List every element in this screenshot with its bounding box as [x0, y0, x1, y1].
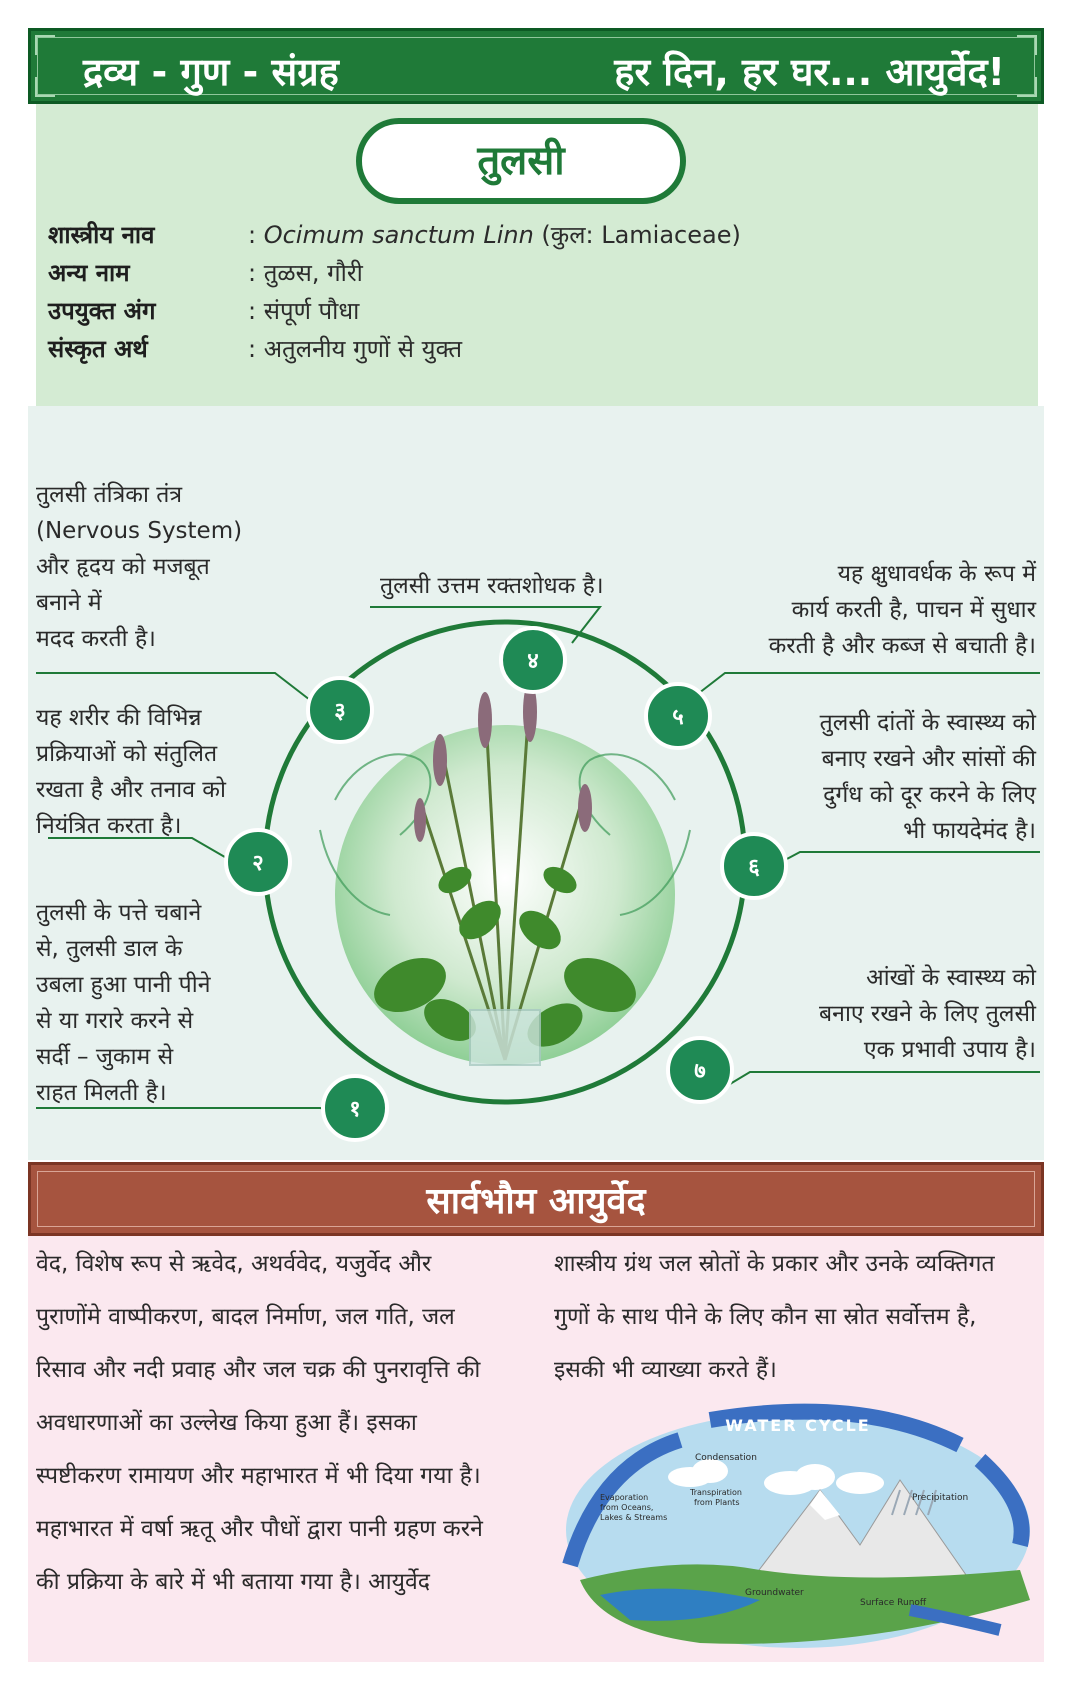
evaporation-label: Lakes & Streams	[600, 1513, 668, 1522]
benefit-text-2: यह शरीर की विभिन्न प्रक्रियाओं को संतुलित रखता है और तनाव को नियंत्रित करता है।	[36, 705, 226, 839]
benefit-number-7: ७	[694, 1059, 706, 1084]
paragraph-left: वेद, विशेष रूप से ऋवेद, अथर्ववेद, यजुर्वेद और पुराणोंमे वाष्पीकरण, बादल निर्माण, जल गति, जल रिसाव और नदी प्रवाह और जल चक्र की पुनरावृत्ति की अवधारणाओं का उल्लेख किया हुआ हैं। इसका स्पष्टीकरण रामायण और महाभारत में भी दिया गया है। महाभारत में वर्षा ऋतू और पौधों द्वारा पानी ग्रहण करने की प्रक्रिया के बारे में भी बताया गया है। आयुर्वेद	[36, 1251, 483, 1595]
benefit-number-1: १	[349, 1097, 361, 1122]
header-left-title: द्रव्य - गुण - संग्रह	[83, 50, 339, 94]
benefit-text-7: आंखों के स्वास्थ्य को बनाए रखने के लिए तुलसी एक प्रभावी उपाय है।	[819, 965, 1036, 1063]
universal-ayurveda-banner	[28, 1162, 1044, 1236]
info-label: अन्य नाम	[48, 259, 130, 287]
benefit-number-4: ४	[527, 649, 539, 674]
plant-name: तुलसी	[477, 138, 565, 184]
benefit-number-3: ३	[334, 699, 346, 724]
groundwater-label: Groundwater	[745, 1588, 804, 1598]
precipitation-label: Precipitation	[912, 1493, 969, 1503]
evaporation-label: from Oceans,	[600, 1503, 654, 1512]
connector-line-5	[690, 673, 1040, 700]
benefit-text-3: तुलसी तंत्रिका तंत्र (Nervous System) और हृदय को मजबूत बनाने में मदद करती है।	[36, 482, 243, 652]
info-label: उपयुक्त अंग	[48, 297, 156, 325]
connector-line-6	[770, 852, 1040, 868]
benefit-number-2: २	[252, 851, 264, 876]
section-title: सार्वभौम आयुर्वेद	[426, 1181, 646, 1222]
info-value: : अतुलनीय गुणों से युक्त	[248, 335, 463, 363]
info-label: शास्त्रीय नाव	[48, 221, 155, 249]
benefit-text-1: तुलसी के पत्ते चबाने से, तुलसी डाल के उबला हुआ पानी पीने से या गरारे करने से सर्दी – जुकाम से राहत मिलती है।	[36, 900, 211, 1106]
info-value: : Ocimum sanctum Linn (कुल: Lamiaceae)	[248, 221, 741, 249]
benefit-text-5: यह क्षुधावर्धक के रूप में कार्य करती है, पाचन में सुधार करती है और कब्ज से बचाती है।	[768, 561, 1036, 659]
benefit-number-6: ६	[748, 855, 760, 880]
water-cycle-title: WATER CYCLE	[725, 1416, 871, 1435]
info-value: : संपूर्ण पौधा	[248, 297, 360, 325]
evaporation-label: Evaporation	[600, 1493, 649, 1502]
condensation-label: Condensation	[695, 1453, 757, 1463]
benefit-text-6: तुलसी दांतों के स्वास्थ्य को बनाए रखने और सांसों की दुर्गंध को दूर करने के लिए भी फायदेमंद है।	[819, 710, 1036, 844]
transpiration-label: from Plants	[694, 1498, 740, 1507]
benefit-text-4: तुलसी उत्तम रक्तशोधक है।	[380, 573, 604, 599]
info-value: : तुळस, गौरी	[248, 259, 363, 287]
header-right-title: हर दिन, हर घर... आयुर्वेद!	[614, 50, 1005, 94]
benefit-number-5: ५	[672, 705, 684, 730]
info-label: संस्कृत अर्थ	[48, 335, 148, 363]
connector-line-3	[36, 673, 310, 700]
connector-line-7	[720, 1072, 1040, 1090]
water-cycle-illustration	[560, 1395, 1035, 1655]
paragraph-right: शास्त्रीय ग्रंथ जल स्रोतों के प्रकार और उनके व्यक्तिगत गुणों के साथ पीने के लिए कौन सा स्रोत सर्वोत्तम है, इसकी भी व्याख्या करते हैं।	[554, 1251, 995, 1383]
runoff-label: Surface Runoff	[860, 1598, 927, 1608]
transpiration-label: Transpiration	[690, 1488, 742, 1497]
